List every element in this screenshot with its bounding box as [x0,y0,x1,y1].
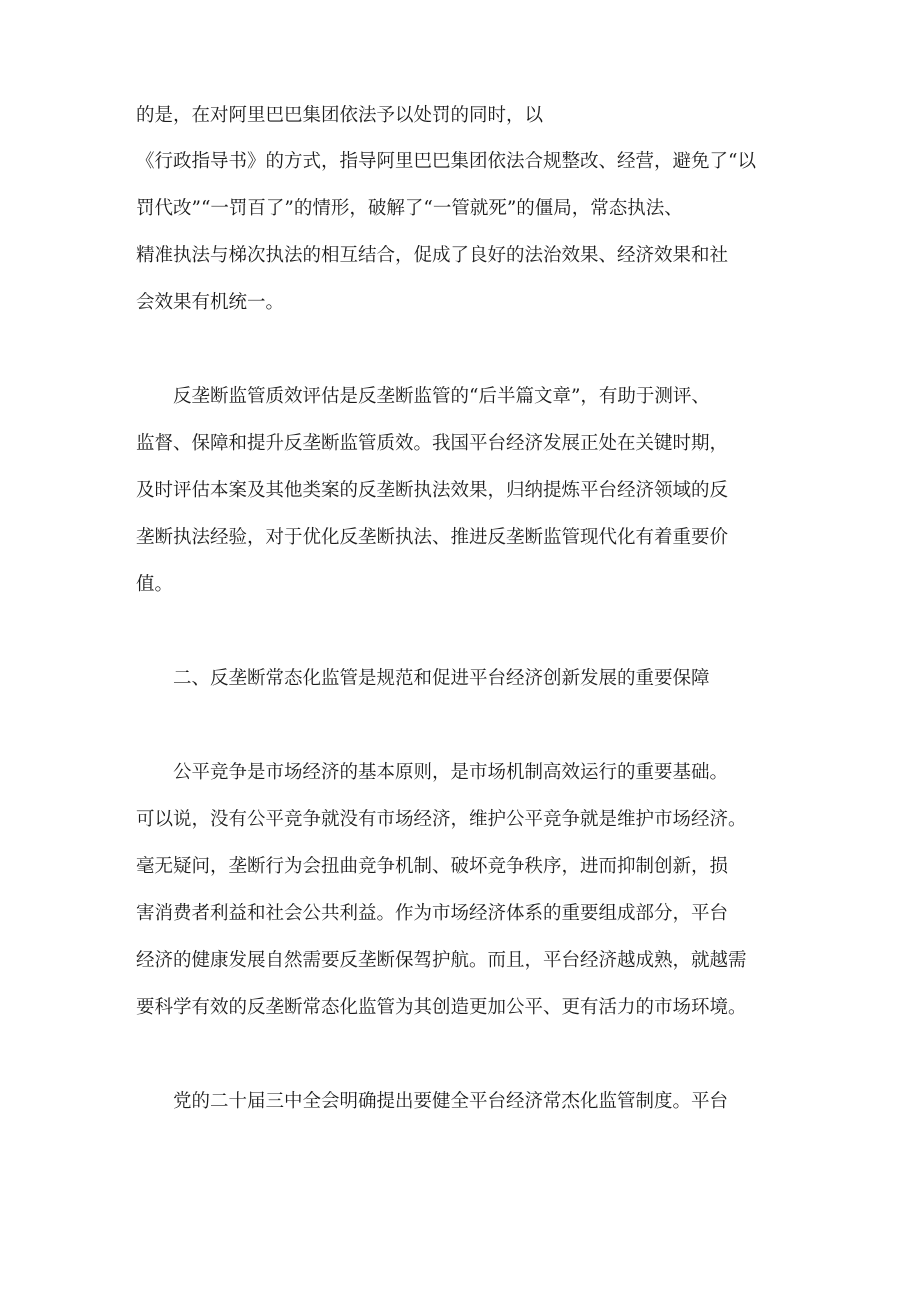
text-line-14: 毫无疑问，垄断行为会扭曲竞争机制、破坏竞争秩序，进而抑制创新，损 [136,856,729,877]
text-line-9: 垄断执法经验，对于优化反垄断执法、推进反垄断监管现代化有着重要价 [136,527,729,548]
text-line-13: 可以说，没有公平竞争就没有市场经济，维护公平竞争就是维护市场经济。 [136,809,747,830]
text-line-8: 及时评估本案及其他类案的反垄断执法效果，归纳提炼平台经济领域的反 [136,480,729,501]
text-line-10: 值。 [136,574,174,595]
text-line-5: 会效果有机统一。 [136,292,285,313]
text-line-2: 《行政指导书》的方式，指导阿里巴巴集团依法合规整改、经营，避免了“以 [136,151,756,172]
text-line-6: 反垄断监管质效评估是反垄断监管的“后半篇文章”，有助于测评、 [173,386,710,407]
text-line-18: 党的二十届三中全会明确提出要健全平台经济常杰化监管制度。平台 [173,1091,729,1112]
text-line-1: 的是，在对阿里巴巴集团依法予以处罚的同时，以 [136,105,544,126]
text-line-15: 害消费者利益和社会公共利益。作为市场经济体系的重要组成部分，平台 [136,903,729,924]
text-line-3: 罚代改”“一罚百了”的情形，破解了“一管就死”的僵局，常态执法、 [136,198,683,219]
text-line-7: 监督、保障和提升反垄断监管质效。我国平台经济发展正处在关键时期， [136,433,729,454]
text-line-4: 精准执法与梯次执法的相互结合，促成了良好的法治效果、经济效果和社 [136,245,729,266]
text-line-12: 公平竞争是市场经济的基本原则，是市场机制高效运行的重要基础。 [173,762,729,783]
section-heading: 二、反垄断常态化监管是规范和促进平台经济创新发展的重要保障 [173,668,710,689]
text-line-17: 要科学有效的反垄断常态化监管为其创造更加公平、更有活力的市场环境。 [136,997,747,1018]
text-line-16: 经济的健康发展自然需要反垄断保驾护航。而且，平台经济越成熟，就越需 [136,950,747,971]
